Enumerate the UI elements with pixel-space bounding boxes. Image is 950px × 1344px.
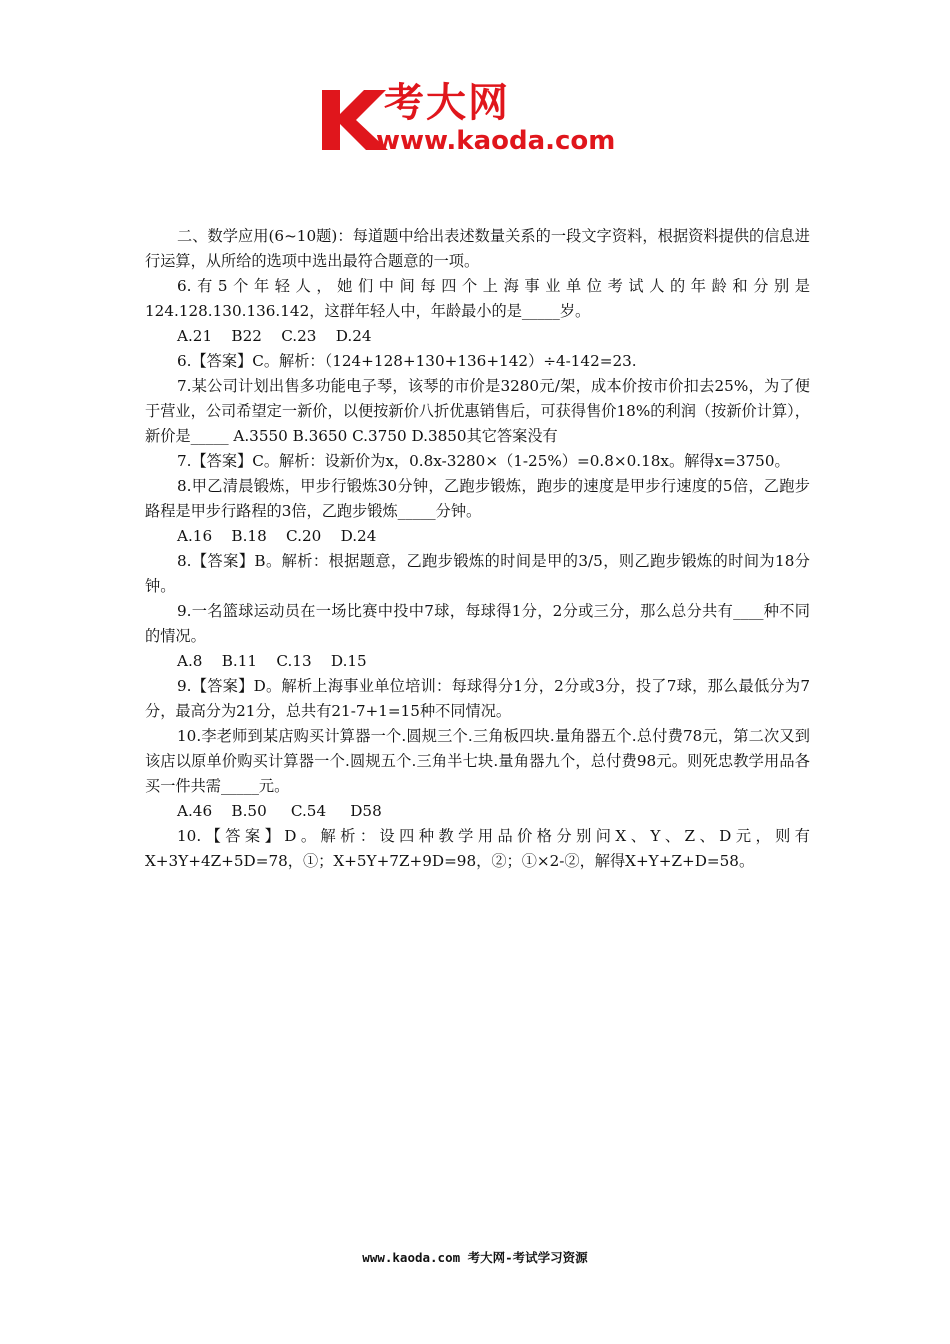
logo-url-text: www.kaoda.com (376, 126, 616, 156)
answer-7: 7.【答案】C。解析：设新价为x，0.8x-3280×（1-25%）=0.8×0.18x。解得x=3750。 (177, 452, 790, 470)
answer-10: 10.【答案】D。解析：设四种教学用品价格分别问X、Y、Z、D元，则有X+3Y+4Z+5D=78，①；X+5Y+7Z+9D=98，②；①×2-②，解得X+Y+Z+D=58。 (145, 827, 810, 870)
answer-9: 9.【答案】D。解析上海事业单位培训：每球得分1分，2分或3分，投了7球，那么最低分为7分，最高分为21分，总共有21-7+1=15种不同情况。 (145, 677, 810, 720)
document-body (145, 224, 810, 874)
question-9: 9.一名篮球运动员在一场比赛中投中7球，每球得1分，2分或三分，那么总分共有____种不同的情况。 (145, 602, 810, 645)
answer-8: 8.【答案】B。解析：根据题意，乙跑步锻炼的时间是甲的3/5，则乙跑步锻炼的时间为18分钟。 (145, 552, 810, 595)
page-footer: www.kaoda.com 考大网-考试学习资源 (362, 1250, 588, 1265)
question-6: 6.有5个年轻人，她们中间每四个上海事业单位考试人的年龄和分别是124.128.130.136.142，这群年轻人中，年龄最小的是_____岁。 (145, 277, 810, 320)
answer-6: 6.【答案】C。解析：（124+128+130+136+142）÷4-142=23. (177, 352, 637, 370)
question-9-options: A.8 B.11 C.13 D.15 (177, 652, 367, 670)
question-10-options: A.46 B.50 C.54 D58 (177, 802, 382, 820)
question-10: 10.李老师到某店购买计算器一个.圆规三个.三角板四块.量角器五个.总付费78元，第二次又到该店以原单价购买计算器一个.圆规五个.三角半七块.量角器九个，总付费98元。则死忠教学用品各买一件共需_____元。 (145, 727, 810, 795)
question-6-options: A.21 B22 C.23 D.24 (177, 327, 372, 345)
question-7: 7.某公司计划出售多功能电子琴，该琴的市价是3280元/架，成本价按市价扣去25%，为了便于营业，公司希望定一新价，以便按新价八折优惠销售后，可获得售价18%的利润（按新价计算），新价是_____ A.3550 B.3650 C.3750 D.3850其它答案没有 (145, 377, 810, 445)
question-8-options: A.16 B.18 C.20 D.24 (177, 527, 377, 545)
logo-brand-text: 考大网 (384, 80, 510, 126)
question-8: 8.甲乙清晨锻炼，甲步行锻炼30分钟，乙跑步锻炼，跑步的速度是甲步行速度的5倍，乙跑步路程是甲步行路程的3倍，乙跑步锻炼_____分钟。 (145, 477, 810, 520)
kaoda-logo (318, 80, 638, 158)
section-intro: 二、数学应用(6~10题)：每道题中给出表述数量关系的一段文字资料，根据资料提供的信息进行运算，从所给的选项中选出最符合题意的一项。 (145, 227, 810, 270)
